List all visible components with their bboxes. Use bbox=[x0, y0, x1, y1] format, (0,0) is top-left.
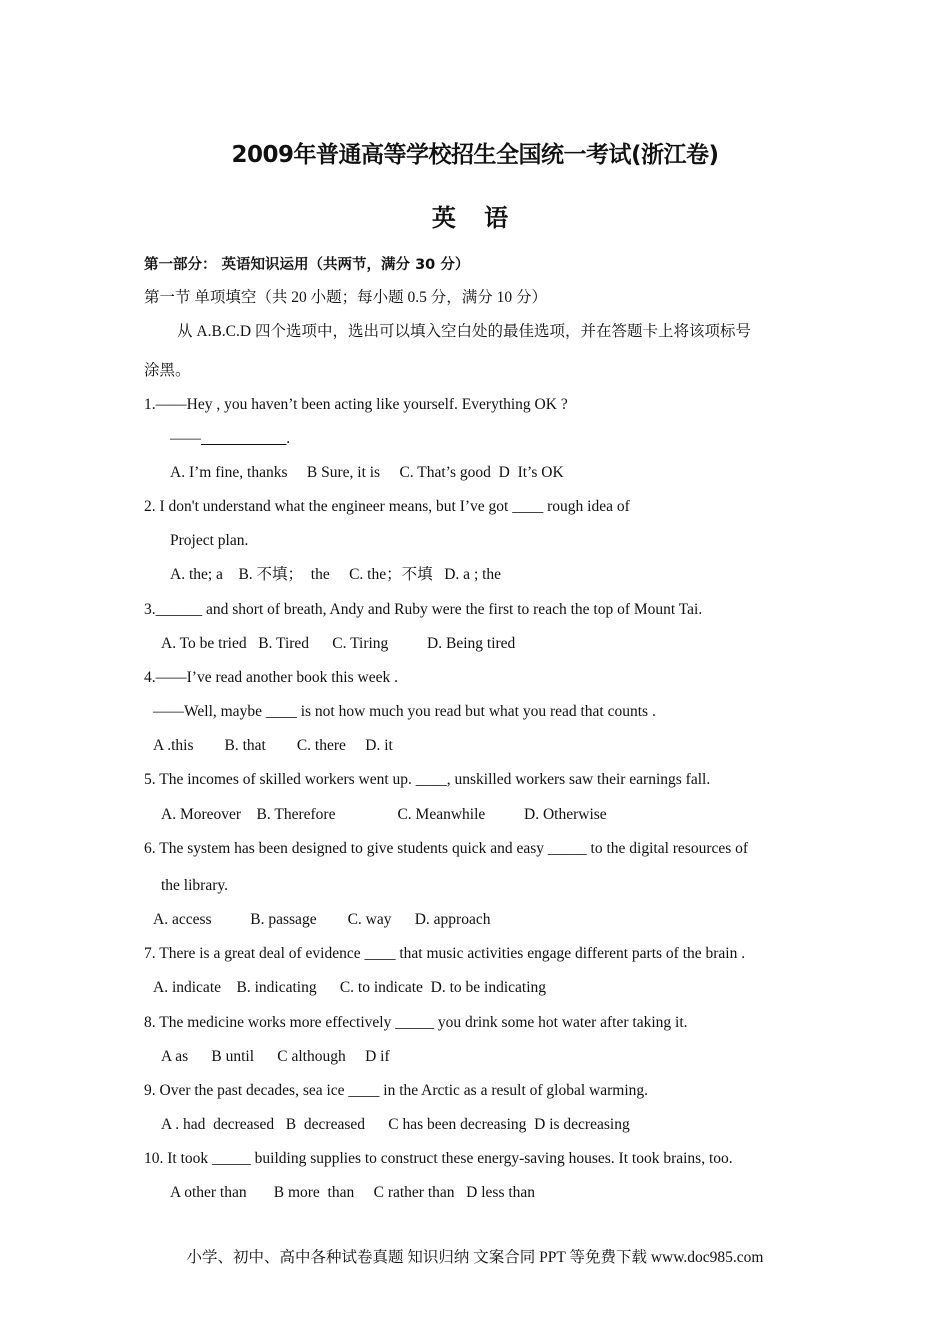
question-2-stem-continued: Project plan. bbox=[170, 532, 249, 549]
question-7-options: A. indicate B. indicating C. to indicate D. to be indicating bbox=[153, 979, 547, 996]
question-6-stem-continued: the library. bbox=[161, 877, 228, 894]
question-9-stem: 9. Over the past decades, sea ice ____ in the Arctic as a result of global warming. bbox=[144, 1082, 649, 1099]
instructions-line1: 从 A.B.C.D 四个选项中，选出可以填入空白处的最佳选项，并在答题卡上将该项标号 bbox=[177, 323, 751, 340]
footer-download-note: 小学、初中、高中各种试卷真题 知识归纳 文案合同 PPT 等免费下载 www.doc985.com bbox=[186, 1249, 764, 1266]
question-10-options: A other than B more than C rather than D less than bbox=[170, 1184, 536, 1201]
question-4-stem: 4.——I’ve read another book this week . bbox=[144, 669, 398, 686]
question-2-options: A. the; a B. 不填； the C. the；不填 D. a ; the bbox=[170, 566, 502, 583]
question-3-stem: 3.______ and short of breath, Andy and Ruby were the first to reach the top of Mount Tai. bbox=[144, 601, 703, 618]
question-3-options: A. To be tried B. Tired C. Tiring D. Being tired bbox=[161, 635, 516, 652]
question-10-stem: 10. It took _____ building supplies to construct these energy-saving houses. It took brains, too. bbox=[144, 1150, 733, 1167]
instructions-line2: 涂黑。 bbox=[144, 362, 191, 379]
question-4-options: A .this B. that C. there D. it bbox=[153, 737, 393, 754]
question-1-stem: 1.——Hey , you haven’t been acting like yourself. Everything OK ? bbox=[144, 396, 568, 413]
question-6-stem: 6. The system has been designed to give students quick and easy _____ to the digital resources of bbox=[144, 840, 749, 857]
question-9-options: A . had decreased B decreased C has been decreasing D is decreasing bbox=[161, 1116, 630, 1133]
question-5-options: A. Moreover B. Therefore C. Meanwhile D. Otherwise bbox=[161, 806, 607, 823]
question-8-stem: 8. The medicine works more effectively _____ you drink some hot water after taking it. bbox=[144, 1014, 688, 1031]
question-5-stem: 5. The incomes of skilled workers went up. ____, unskilled workers saw their earnings fall. bbox=[144, 771, 711, 788]
question-1-blank: ___________ bbox=[201, 430, 287, 447]
subject-title: 英 语 bbox=[431, 204, 519, 232]
question-2-stem: 2. I don't understand what the engineer means, but I’ve got ____ rough idea of bbox=[144, 498, 630, 515]
question-4-reply: ——Well, maybe ____ is not how much you read but what you read that counts . bbox=[153, 703, 656, 720]
question-1-reply-prefix: —— bbox=[170, 430, 201, 447]
question-1-reply-suffix: . bbox=[286, 430, 291, 447]
question-1-options: A. I’m fine, thanks B Sure, it is C. That’s good D It’s OK bbox=[170, 464, 564, 481]
exam-title: 2009年普通高等学校招生全国统一考试(浙江卷) bbox=[231, 142, 719, 168]
question-6-options: A. access B. passage C. way D. approach bbox=[153, 911, 491, 928]
question-1-reply bbox=[170, 428, 290, 450]
question-7-stem: 7. There is a great deal of evidence ____ that music activities engage different parts of the brain . bbox=[144, 945, 746, 962]
section1-heading: 第一节 单项填空（共 20 小题；每小题 0.5 分，满分 10 分） bbox=[144, 289, 548, 306]
question-8-options: A as B until C although D if bbox=[161, 1048, 390, 1065]
part1-heading: 第一部分： 英语知识运用（共两节，满分 30 分） bbox=[144, 257, 470, 273]
